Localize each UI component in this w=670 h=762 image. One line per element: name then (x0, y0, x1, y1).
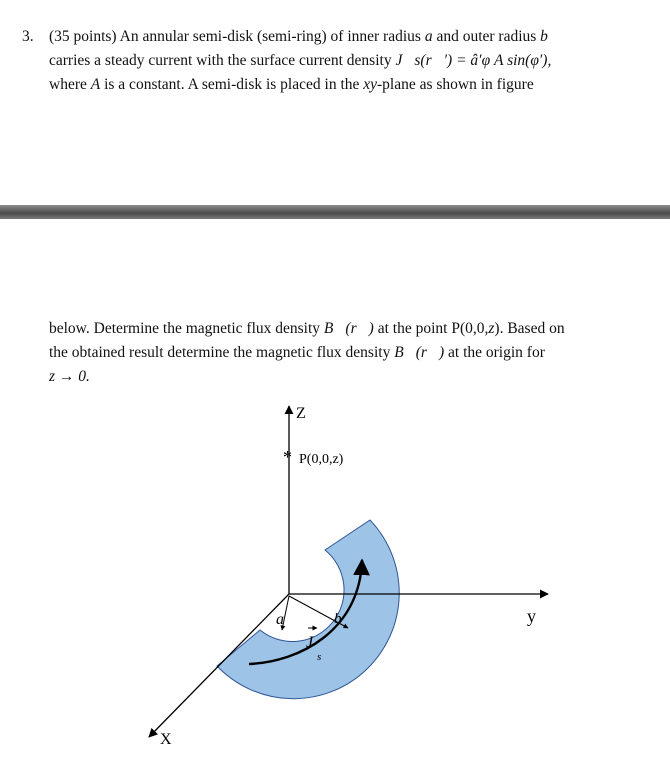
axis-x-label: X (160, 731, 172, 748)
current-s-subscript: s (317, 651, 322, 663)
points-label: (35 points) (49, 28, 117, 45)
point-p-marker: * (283, 447, 292, 467)
var-b: b (540, 28, 548, 45)
line4-end: at the point P(0,0, (377, 320, 489, 337)
limit-expression: z → 0. (49, 368, 90, 385)
current-density-formula: J⃗s(r⃗′) = â′φ A sin(φ′), (395, 52, 552, 69)
line2-text: carries a steady current with the surface current density (49, 52, 392, 69)
radius-a-label: a (276, 611, 284, 628)
semi-ring-shape (217, 520, 399, 699)
b-field-symbol-2: B⃗(r⃗) (394, 344, 445, 361)
var-z: z (488, 320, 495, 337)
radius-b-label: b (334, 611, 342, 627)
var-A: A (90, 76, 101, 93)
current-j-label: J (306, 634, 314, 651)
b-field-symbol: B⃗(r⃗) (323, 320, 374, 337)
line1-mid: and outer radius (436, 28, 537, 45)
line4-start: below. Determine the magnetic flux density (49, 320, 321, 337)
line3-start: where (49, 76, 87, 93)
axis-z-label: Z (296, 405, 306, 422)
line5-end: at the origin for (448, 344, 545, 361)
line3-mid: is a constant. A semi-disk is placed in the (104, 76, 360, 93)
line1-text: An annular semi-disk (semi-ring) of inner radius (119, 28, 421, 45)
line4-tail: ). Based on (494, 320, 565, 337)
line3-end: -plane as shown in figure (377, 76, 534, 93)
point-p-label: P(0,0,z) (299, 452, 344, 467)
line5-start: the obtained result determine the magnetic flux density (49, 344, 391, 361)
var-xy: xy (363, 76, 378, 93)
axis-y-label: y (527, 606, 536, 626)
var-a: a (424, 28, 433, 45)
problem-number: 3. (22, 28, 34, 45)
